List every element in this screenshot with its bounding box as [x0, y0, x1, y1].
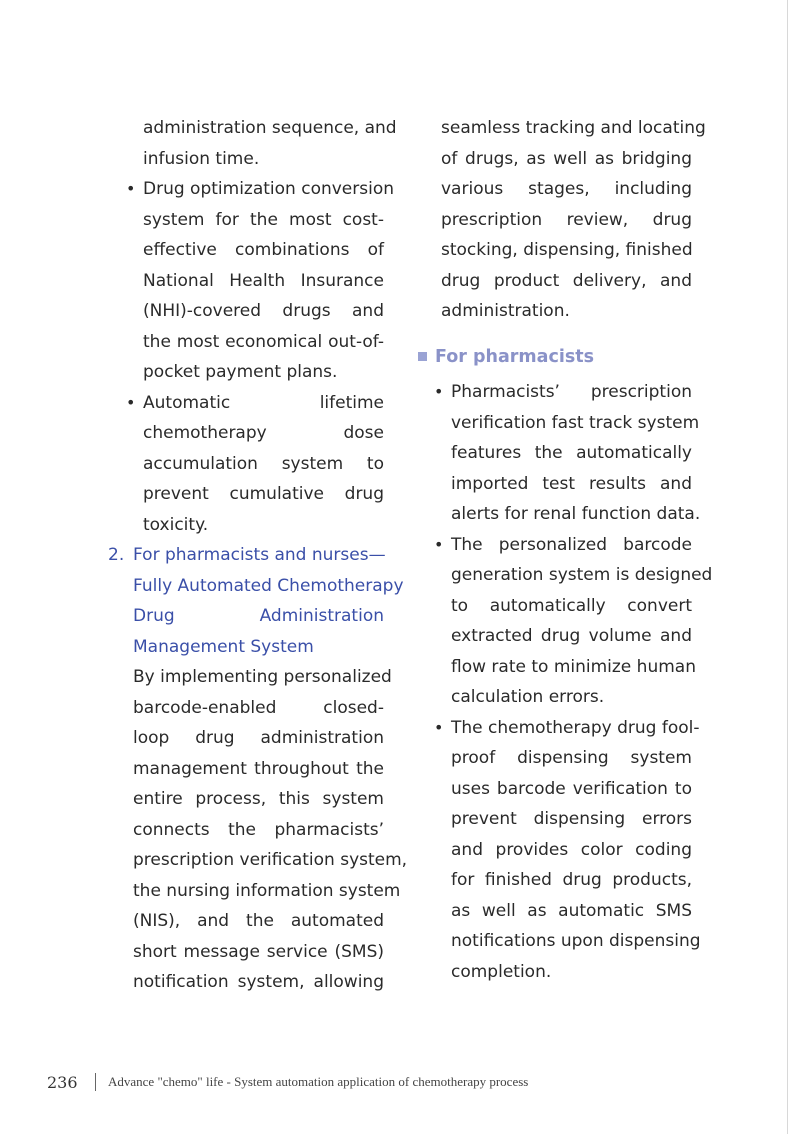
text-line: proof dispensing system [451, 748, 692, 768]
text-line: for finished drug products, [451, 870, 692, 890]
text-line: (NHI)-covered drugs and [143, 301, 384, 321]
bullet-item-lifetime-dose [126, 388, 384, 541]
text-line: By implementing personalized [133, 667, 392, 687]
text-line: Automatic lifetime [143, 392, 384, 413]
text-line: as well as automatic SMS [451, 900, 692, 921]
text-line: effective combinations of [143, 240, 384, 260]
text-line: prevent cumulative drug [143, 484, 384, 504]
item-heading [133, 540, 404, 662]
text-line: National Health Insurance [143, 270, 384, 291]
section-heading-label: For pharmacists [435, 346, 595, 367]
text-line: the most economical out-of- [143, 331, 384, 352]
text-line: entire process, this system [133, 789, 384, 809]
page-number: 236 [47, 1072, 78, 1092]
text-line: accumulation system to [143, 453, 384, 474]
item-number: 2. [108, 545, 125, 565]
text-line: chemotherapy dose [143, 423, 384, 443]
right-column [418, 113, 713, 987]
page-footer [47, 1070, 528, 1094]
item-body [133, 662, 408, 998]
text-line: drug product delivery, and [441, 270, 692, 291]
text-line: short message service (SMS) [133, 941, 384, 962]
text-line: features the automatically [451, 443, 692, 463]
text-line: to automatically convert [451, 595, 692, 616]
running-title: Advance "chemo" life - System automation application of chemotherapy process [108, 1074, 529, 1089]
page-edge-line [787, 0, 788, 1134]
text-line: The chemotherapy drug fool- [451, 717, 700, 738]
heading-line: Fully Automated Chemotherapy [133, 575, 404, 596]
heading-line: Management System [133, 636, 314, 657]
left-continuation [143, 113, 397, 174]
square-icon [418, 352, 427, 361]
text-line: various stages, including [441, 179, 692, 199]
bullet-item-barcode-generation [434, 530, 713, 713]
text-line: the nursing information system [133, 880, 401, 901]
text-line: prevent dispensing errors [451, 809, 692, 829]
text-line: verification fast track system [451, 412, 700, 433]
text-line: prescription review, drug [441, 209, 692, 230]
text-line: generation system is designed [451, 565, 713, 585]
bullet-icon: • [126, 392, 136, 412]
text-line: pocket payment plans. [143, 362, 338, 382]
text-line: alerts for renal function data. [451, 504, 701, 524]
bullet-icon: • [434, 717, 444, 737]
text-line: administration sequence, and [143, 118, 397, 138]
text-line: connects the pharmacists’ [133, 819, 384, 840]
text-line: notification system, allowing [133, 972, 384, 992]
bullet-item-fast-track [434, 377, 701, 530]
right-continuation [441, 113, 706, 327]
text-line: toxicity. [143, 514, 209, 535]
text-line: calculation errors. [451, 687, 605, 707]
text-line: (NIS), and the automated [133, 911, 384, 931]
text-line: system for the most cost- [143, 209, 384, 230]
section-heading [418, 342, 692, 373]
text-line: and provides color coding [451, 839, 692, 860]
bullet-icon: • [434, 382, 444, 401]
text-line: imported test results and [451, 473, 692, 494]
text-line: loop drug administration [133, 728, 384, 748]
text-line: stocking, dispensing, finished [441, 240, 693, 260]
text-line: The personalized barcode [451, 534, 692, 555]
text-line: Drug optimization conversion [143, 179, 395, 199]
bullet-icon: • [434, 534, 444, 554]
text-line: extracted drug volume and [451, 626, 692, 646]
text-line: Pharmacists’ prescription [451, 382, 692, 402]
text-line: completion. [451, 961, 552, 982]
numbered-item-2 [108, 540, 408, 998]
text-line: administration. [441, 301, 570, 321]
footer-divider [95, 1073, 96, 1091]
bullet-item-fool-proof [434, 713, 701, 988]
bullet-item-cost-effective [126, 174, 395, 388]
text-line: seamless tracking and locating [441, 118, 706, 138]
heading-line: For pharmacists and nurses— [133, 545, 386, 565]
bullet-icon: • [126, 179, 136, 198]
text-line: barcode-enabled closed- [133, 697, 384, 718]
text-line: infusion time. [143, 148, 260, 169]
text-line: prescription verification system, [133, 850, 408, 870]
text-line: of drugs, as well as bridging [441, 148, 692, 169]
text-line: flow rate to minimize human [451, 656, 696, 677]
heading-line: Drug Administration [133, 606, 384, 626]
text-line: notifications upon dispensing [451, 931, 701, 951]
text-line: management throughout the [133, 758, 384, 779]
text-line: uses barcode verification to [451, 778, 692, 799]
left-column [108, 113, 408, 998]
